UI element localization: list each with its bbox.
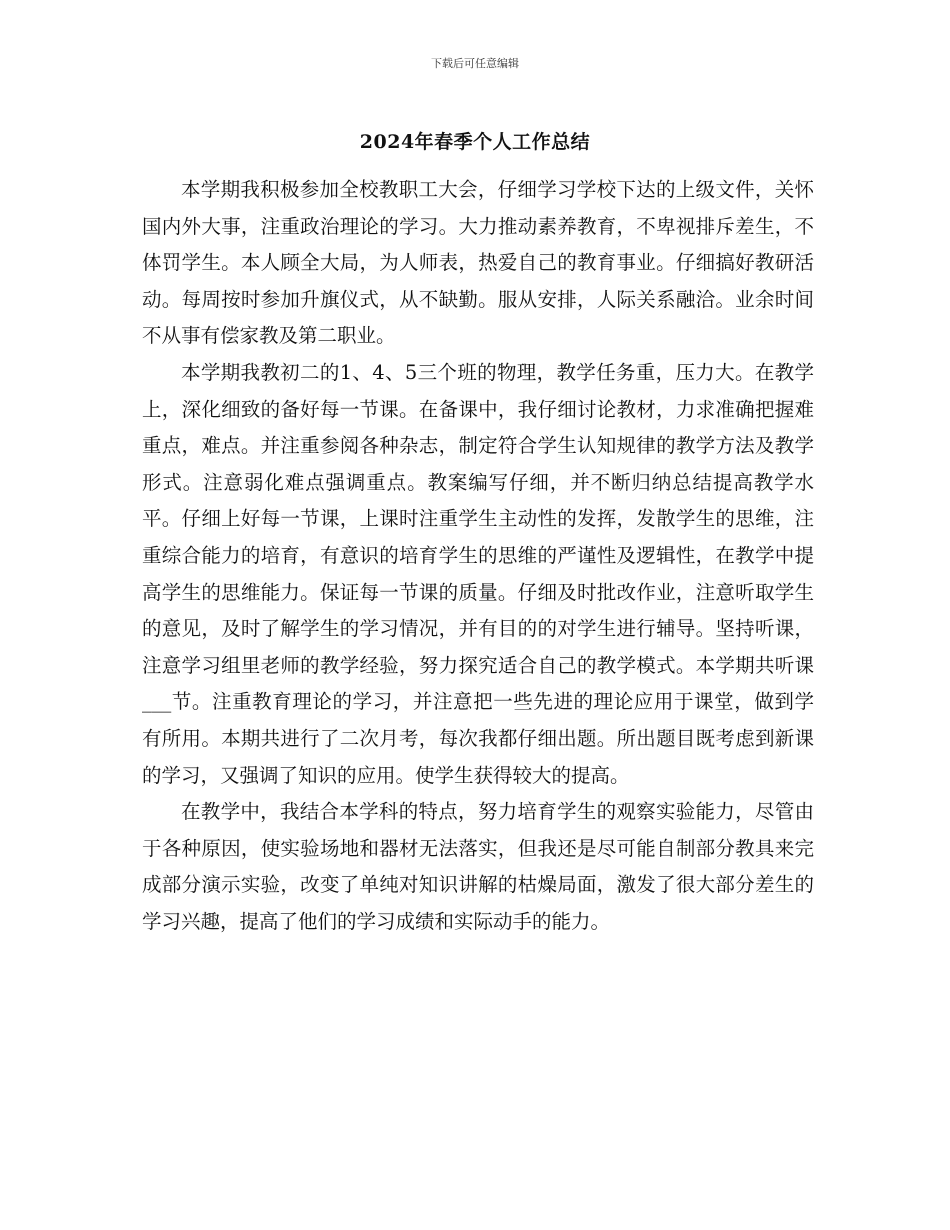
paragraph-2: 本学期我教初二的1、4、5三个班的物理，教学任务重，压力大。在教学上，深化细致的备好每一节课。在备课中，我仔细讨论教材，力求准确把握难重点，难点。并注重参阅各种杂志，制定符合学生认知规律的教学方法及教学形式。注意弱化难点强调重点。教案编写仔细，并不断归纳总结提高教学水平。仔细上好每一节课，上课时注重学生主动性的发挥，发散学生的思维，注重综合能力的培育，有意识的培育学生的思维的严谨性及逻辑性，在教学中提高学生的思维能力。保证每一节课的质量。仔细及时批改作业，注意听取学生的意见，及时了解学生的学习情况，并有目的的对学生进行辅导。坚持听课，注意学习组里老师的教学经验，努力探究适合自己的教学模式。本学期共听课___节。注重教育理论的学习，并注意把一些先进的理论应用于课堂，做到学有所用。本期共进行了二次月考，每次我都仔细出题。所出题目既考虑到新课的学习，又强调了知识的应用。使学生获得较大的提高。 bbox=[142, 360, 814, 787]
document-body bbox=[142, 172, 814, 940]
document-title: 2024年春季个人工作总结 bbox=[359, 131, 591, 153]
paragraph-3: 在教学中，我结合本学科的特点，努力培育学生的观察实验能力，尽管由于各种原因，使实验场地和器材无法落实，但我还是尽可能自制部分教具来完成部分演示实验，改变了单纯对知识讲解的枯燥局面，激发了很大部分差生的学习兴趣，提高了他们的学习成绩和实际动手的能力。 bbox=[142, 800, 814, 933]
paragraph-1: 本学期我积极参加全校教职工大会，仔细学习学校下达的上级文件，关怀国内外大事，注重政治理论的学习。大力推动素养教育，不卑视排斥差生，不体罚学生。本人顾全大局，为人师表，热爱自己的教育事业。仔细搞好教研活动。每周按时参加升旗仪式，从不缺勤。服从安排，人际关系融洽。业余时间不从事有偿家教及第二职业。 bbox=[142, 178, 814, 348]
header-note: 下载后可任意编辑 bbox=[431, 57, 519, 70]
